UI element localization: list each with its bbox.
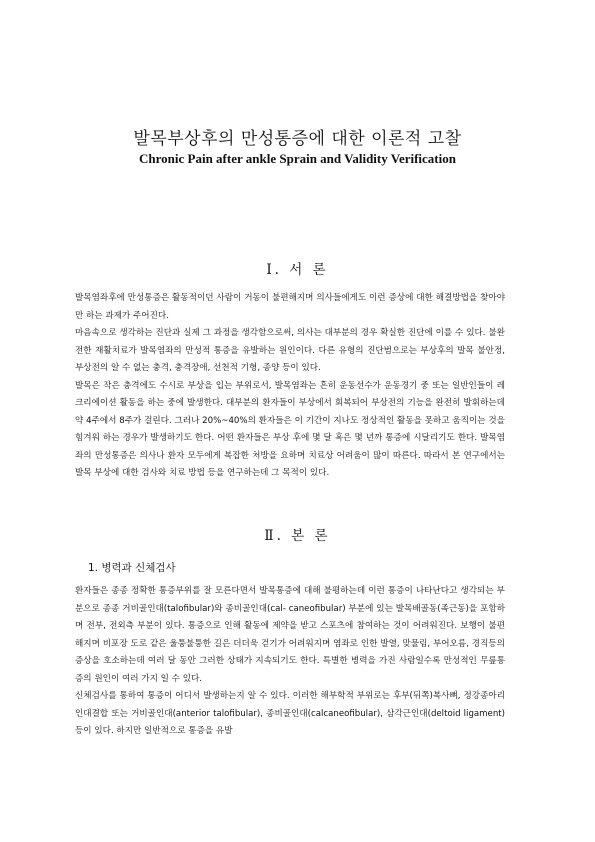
paragraph: 마음속으로 생각하는 진단과 실제 그 과정을 생각함으로써, 의사는 대부분의 경우 확실한 진단에 이를 수 있다. 불완전한 재활치료가 발목염좌의 만성적 통증을 유발하는 원인이다. 다른 유형의 진단범으로는 부상후의 발목 불안정, 부상전의 알 수 없는 충격, 충격장애, 선천적 기형, 종양 등이 있다. [75,328,505,373]
introduction-body [75,290,505,483]
paragraph: 신체검사를 통하여 통증이 어디서 발생하는지 알 수 있다. 이러한 해부학적 부위로는 후부(뒤쪽)복사뼈, 정강종아리 인대결합 또는 거비골인대(anterior talofibular), 종비골인대(calcaneofibular), 삼각근인대(deltoid ligament) 등이 있다. 하지만 일반적으로 통증을 유발 [75,691,505,736]
paper-title-english: Chronic Pain after ankle Sprain and Validity Verification [139,151,456,166]
paragraph: 환자들은 종종 정확한 통증부위를 잘 모른다면서 발목통증에 대해 불평하는데 이런 통증이 나타난다고 생각되는 부분으로 종종 거비골인대(talofibular)와 종비골인대(cal- caneofibular) 부분에 있는 발목배골동(족근동)을 포함하며 전부, 전외측 부분이 있다. 통증으로 인해 활동에 제약을 받고 스포츠에 참여하는 것이 어려워진다. 보행이 불편해지며 비포장 도로 같은 울퉁불퉁한 길은 더더욱 걷기가 어려워지며 염좌로 인한 발열, 맞물림, 부어오름, 경직등의 증상을 호소하는데 여러 달 동안 그러한 상태가 지속되기도 한다. 특별한 병력을 가진 사람일수록 만성적인 무릎통증의 원인이 여러 가지 일 수 있다. [75,586,505,684]
main-body-text [75,583,505,741]
paper-title-korean: 발목부상후의 만성통증에 대한 이론적 고찰 [133,129,462,149]
paragraph: 발목염좌후에 만성통증은 활동적이던 사람이 거동이 불편해지며 의사들에게도 이런 증상에 대한 해결방법을 찾아야만 하는 과제가 주어진다. [75,293,505,321]
subsection-heading-history-physical-exam: 1. 병력과 신체검사 [88,562,176,574]
section-heading-main-body: Ⅱ. 본 론 [264,528,331,544]
section-heading-introduction: Ⅰ. 서 론 [266,262,329,278]
paragraph: 발목은 작은 충격에도 수시로 부상을 입는 부위로서, 발목염좌는 흔히 운동선수가 운동경기 중 또는 일반인들이 레크리에이션 활동을 하는 중에 발생한다. 대부분의 환자들이 부상에서 회복되어 부상전의 기능을 완전히 발휘하는데 약 4주에서 8주가 걸린다. 그러나 20%~40%의 환자들은 이 기간이 지나도 정상적인 활동을 못하고 움직이는 것을 힘겨워 하는 경우가 발생하기도 한다. 어떤 환자들은 부상 후에 몇 달 혹은 몇 년까 통증에 시달리기도 한다. 발목염좌의 만성통증은 의사나 환자 모두에게 복잡한 처방을 요하며 치료상 어려움이 많이 따른다. 따라서 본 연구에서는 발목 부상에 대한 검사와 치료 방법 등을 연구하는데 그 목적이 있다. [75,380,505,478]
